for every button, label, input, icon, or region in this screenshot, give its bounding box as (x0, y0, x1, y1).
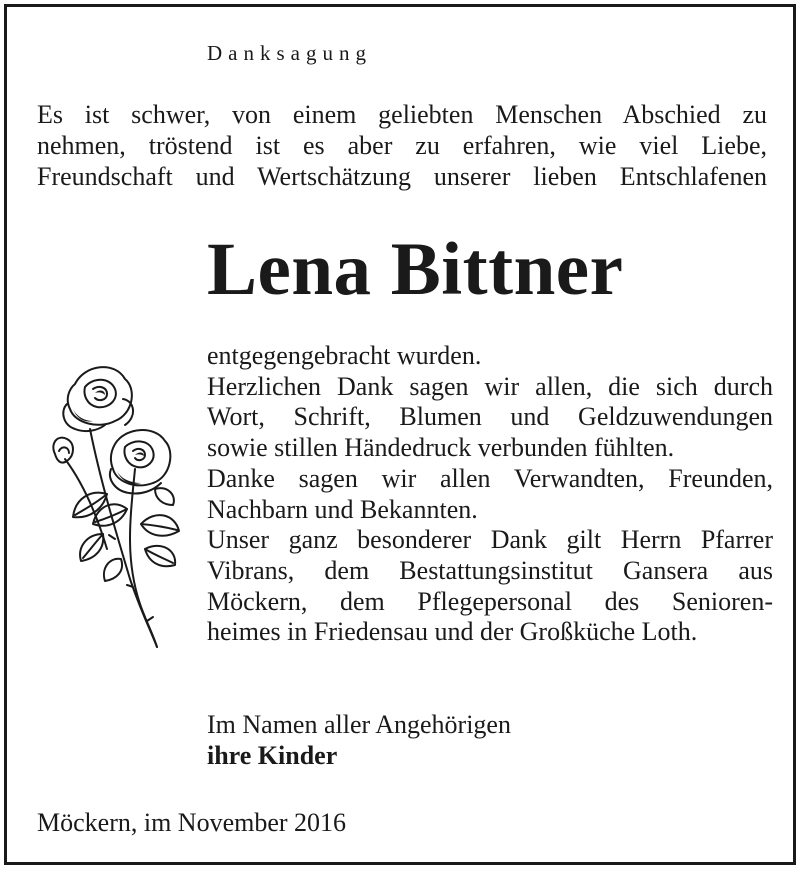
intro-line: Freundschaft und Wertschätzung unserer lieben Entschlafenen (37, 162, 767, 191)
place-date: Möckern, im November 2016 (37, 808, 347, 837)
intro-line: Es ist schwer, von einem geliebten Menschen Abschied zu (37, 100, 767, 129)
thanks-line: sowie stillen Händedruck verbunden fühlten. (207, 433, 675, 463)
thanks-line: Möckern, dem Pflegepersonal des Senioren- (207, 586, 773, 616)
thanks-line: entgegengebracht wurden. (207, 341, 482, 370)
thanks-line: Vibrans, dem Bestattungsinstitut Gansera aus (207, 555, 773, 585)
intro-paragraph (37, 99, 767, 192)
thanks-line: Nachbarn und Bekannten. (207, 494, 478, 524)
signature-family: ihre Kinder (207, 741, 338, 770)
thanks-paragraph (207, 341, 773, 648)
thanks-line: Danke sagen wir allen Verwandten, Freunden, (207, 463, 773, 493)
rose-illustration-icon (45, 359, 185, 654)
thanks-line: Unser ganz besonderer Dank gilt Herrn Pfarrer (207, 525, 773, 555)
signature-block (207, 709, 511, 771)
thanks-line: Herzlichen Dank sagen wir allen, die sich durch (207, 371, 773, 401)
intro-line: nehmen, tröstend ist es aber zu erfahren, wie viel Liebe, (37, 131, 767, 160)
deceased-name: Lena Bittner (207, 228, 624, 311)
signature-line: Im Namen aller Angehörigen (207, 710, 511, 739)
thanks-line: Wort, Schrift, Blumen und Geldzuwendungen (207, 402, 773, 432)
thanks-line: heimes in Friedensau und der Großküche Loth. (207, 617, 698, 647)
notice-heading: Danksagung (207, 41, 372, 65)
notice-frame (4, 4, 796, 865)
